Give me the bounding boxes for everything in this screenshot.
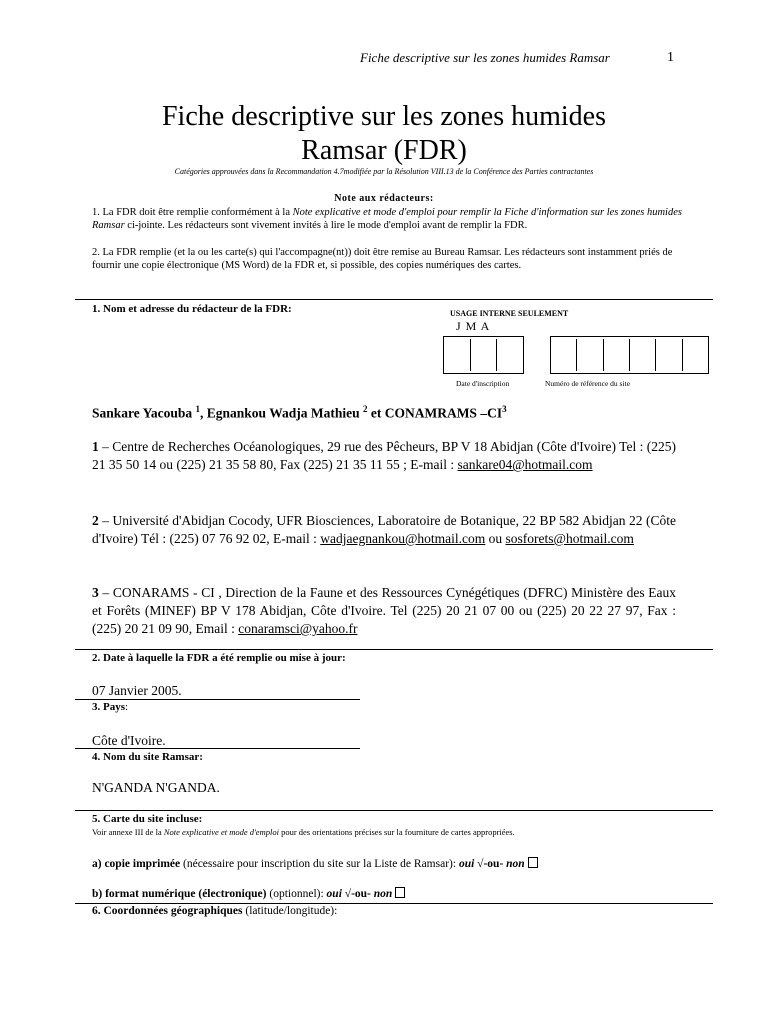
section-2-heading: 2. Date à laquelle la FDR a été remplie ou mise à jour: <box>92 652 346 664</box>
reference-cell <box>630 339 656 371</box>
digital-format-line <box>92 887 405 900</box>
address-1-number: 1 <box>92 439 99 454</box>
digital-format-label: b) format numérique (électronique) <box>92 888 267 900</box>
option-oui: oui <box>458 858 475 870</box>
section-4-heading: 4. Nom du site Ramsar: <box>92 751 203 763</box>
option-ou: -ou- <box>483 858 504 870</box>
running-header: Fiche descriptive sur les zones humides Ramsar <box>360 50 610 65</box>
section-5-note-italic: Note explicative et mode d'emploi <box>163 827 279 837</box>
email-link-4[interactable]: conaramsci@yahoo.fr <box>238 621 358 636</box>
check-mark: √ <box>344 888 352 900</box>
address-2 <box>92 512 676 548</box>
section-divider <box>75 699 360 700</box>
authors-line <box>92 404 507 422</box>
section-5-note-text: Voir annexe III de la <box>92 827 164 837</box>
site-reference-box[interactable] <box>550 336 709 374</box>
superscript-3: 3 <box>502 404 507 414</box>
note-paragraph-2: 2. La FDR remplie (et la ou les carte(s) qui l'accompagne(nt)) doit être remise au Bureau Ramsar. Les rédacteurs sont instamment priés de fournir une copie électronique (MS Word) de la FDR et, si possible, des copies numériques des cartes. <box>92 247 673 271</box>
option-ou: -ou- <box>351 888 371 900</box>
address-1-text: – Centre de Recherches Océanologiques, 29 rue des Pêcheurs, BP V 18 Abidjan (Côte d'Ivoire) Tel : (225) 21 35 50 14 ou (225) 21 35 58 80, Fax (225) 21 35 11 55 ; E-mail : <box>92 439 676 472</box>
address-2-number: 2 <box>92 513 99 528</box>
email-link-3[interactable]: sosforets@hotmail.com <box>505 531 634 546</box>
note-paragraph-1 <box>92 206 694 232</box>
page-number: 1 <box>667 50 674 65</box>
section-4-value: N'GANDA N'GANDA. <box>92 780 220 795</box>
internal-use-label: USAGE INTERNE SEULEMENT <box>450 309 569 318</box>
option-oui: oui <box>326 888 342 900</box>
page-subtitle: Catégories approuvées dans la Recommandation 4.7modifiée par la Résolution VIII.13 de la Conférence des Parties contractantes <box>174 167 594 176</box>
site-reference-label: Numéro de référence du site <box>545 379 630 388</box>
date-cell <box>497 339 523 371</box>
page-title-line1: Fiche descriptive sur les zones humides <box>161 101 606 132</box>
date-cell <box>444 339 471 371</box>
author-1: Sankare Yacouba <box>92 405 196 421</box>
section-1-heading: 1. Nom et adresse du rédacteur de la FDR: <box>92 303 292 315</box>
check-mark: √ <box>477 858 484 870</box>
printed-copy-note: (nécessaire pour inscription du site sur la Liste de Ramsar): <box>180 858 459 870</box>
section-divider <box>75 748 360 749</box>
date-cell <box>471 339 498 371</box>
reference-cell <box>604 339 630 371</box>
section-divider <box>75 810 713 811</box>
section-5-note <box>92 827 515 837</box>
section-5-heading: 5. Carte du site incluse: <box>92 813 203 825</box>
section-divider <box>75 649 713 650</box>
section-divider <box>75 903 713 904</box>
section-2-value: 07 Janvier 2005. <box>92 683 182 698</box>
reference-cell <box>656 339 682 371</box>
author-2: , Egnankou Wadja Mathieu <box>200 405 363 421</box>
address-3 <box>92 584 676 638</box>
printed-copy-line <box>92 857 538 870</box>
reference-cell <box>683 339 708 371</box>
email-link-1[interactable]: sankare04@hotmail.com <box>457 457 593 472</box>
section-5-note-text-end: pour des orientations précises sur la fourniture de cartes appropriées. <box>278 827 515 837</box>
address-1 <box>92 438 676 474</box>
section-divider <box>75 299 713 300</box>
checkbox-icon[interactable] <box>528 857 538 868</box>
address-3-number: 3 <box>92 585 99 600</box>
email-link-2[interactable]: wadjaegnankou@hotmail.com <box>320 531 486 546</box>
superscript-1: 1 <box>195 404 201 414</box>
note-p1-text: 1. La FDR doit être remplie conformément à la <box>92 207 293 218</box>
note-p1-italic: Note explicative et mode d'emploi pour remplir la Fiche d'information sur les zones humides Ramsar <box>92 207 682 231</box>
section-6-heading: 6. Coordonnées géographiques <box>92 905 243 917</box>
reference-cell <box>577 339 603 371</box>
section-6-note: (latitude/longitude): <box>242 905 338 917</box>
jma-label: J M A <box>456 319 491 333</box>
section-6-heading-line <box>92 905 337 917</box>
digital-format-note: (optionnel): <box>266 888 327 900</box>
section-3-heading: 3. Pays <box>92 701 125 713</box>
superscript-2: 2 <box>362 404 368 414</box>
section-3-heading-line <box>92 701 128 713</box>
address-2-text: – Université d'Abidjan Cocody, UFR Biosciences, Laboratoire de Botanique, 22 BP 582 Abidjan 22 (Côte d'Ivoire) Tél : (225) 07 76 92 02, E-mail : <box>92 513 676 546</box>
checkbox-icon[interactable] <box>395 887 405 898</box>
section-3-value: Côte d'Ivoire. <box>92 733 166 748</box>
author-3: et CONAMRAMS –CI <box>367 405 503 421</box>
section-3-colon: : <box>125 701 129 713</box>
address-3-text: – CONARAMS - CI , Direction de la Faune et des Ressources Cynégétiques (DFRC) Ministère des Eaux et Forêts (MINEF) BP V 178 Abidjan, Côte d'Ivoire. Tel (225) 20 21 07 00 ou (225) 20 22 27 97, Fax : (225) 20 21 09 90, Email : <box>92 585 676 636</box>
address-2-or: ou <box>485 531 506 546</box>
date-registration-label: Date d'inscription <box>456 379 510 388</box>
date-registration-box[interactable] <box>443 336 524 374</box>
reference-cell <box>551 339 577 371</box>
option-non: non <box>373 888 393 900</box>
note-p1-text-end: ci-jointe. Les rédacteurs sont vivement invités à lire le mode d'emploi avant de remplir la FDR. <box>124 220 528 231</box>
page-title-line2: Ramsar (FDR) <box>301 135 467 166</box>
printed-copy-label: a) copie imprimée <box>92 858 181 870</box>
note-heading: Note aux rédacteurs: <box>334 193 434 204</box>
option-non: non <box>506 858 525 870</box>
